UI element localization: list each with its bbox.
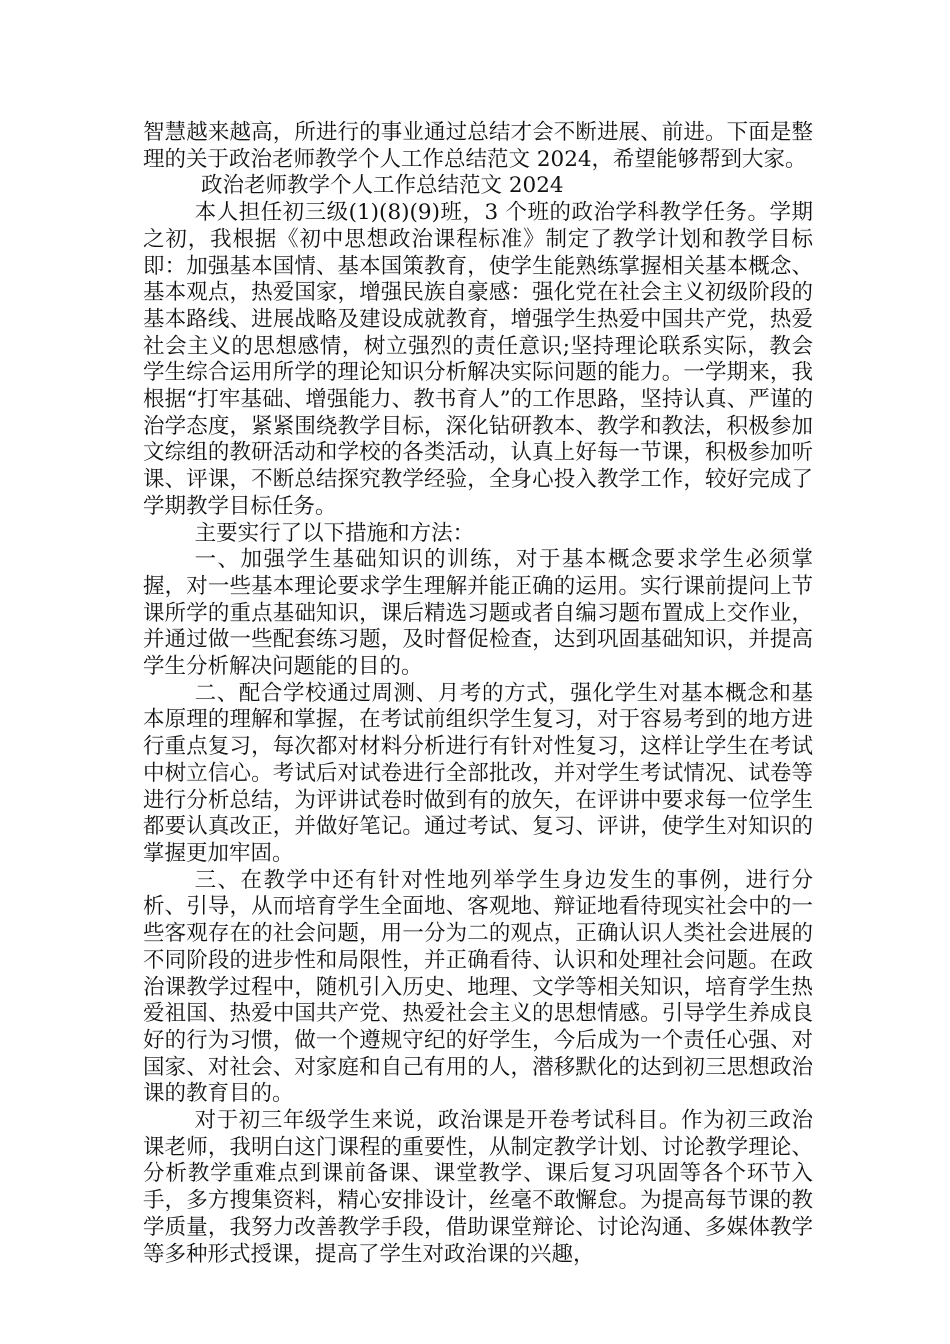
document-page — [143, 120, 813, 1268]
document-title: 政治老师教学个人工作总结范文 2024 — [201, 173, 564, 199]
body-paragraph: 对于初三年级学生来说，政治课是开卷考试科目。作为初三政治课老师，我明白这门课程的重要性，从制定教学计划、讨论教学理论、分析教学重难点到课前备课、课堂教学、课后复习巩固等各个环节入手，多方搜集资料，精心安排设计，丝毫不敢懈怠。为提高每节课的教学质量，我努力改善教学手段，借助课堂辩论、讨论沟通、多媒体教学等多种形式授课，提高了学生对政治课的兴趣， — [143, 1108, 813, 1267]
body-paragraph: 本人担任初三级(1)(8)(9)班，3 个班的政治学科教学任务。学期之初，我根据《初中思想政治课程标准》制定了教学计划和教学目标即：加强基本国情、基本国策教育，使学生能熟练掌握相关基本概念、基本观点，热爱国家，增强民族自豪感：强化党在社会主义初级阶段的基本路线、进展战略及建设成就教育，增强学生热爱中国共产党，热爱社会主义的思想感情，树立强烈的责任意识;坚持理论联系实际，教会学生综合运用所学的理论知识分析解决实际问题的能力。一学期来，我根据“打牢基础、增强能力、教书育人”的工作思路，坚持认真、严谨的治学态度，紧紧围绕教学目标，深化钻研教本、教学和教法，积极参加文综组的教研活动和学校的各类活动，认真上好每一节课，积极参加听课、评课，不断总结探究教学经验，全身心投入教学工作，较好完成了学期教学目标任务。 — [143, 200, 813, 519]
body-paragraph: 一、加强学生基础知识的训练，对于基本概念要求学生必须掌握，对一些基本理论要求学生理解并能正确的运用。实行课前提问上节课所学的重点基础知识，课后精选习题或者自编习题布置成上交作业，并通过做一些配套练习题，及时督促检查，达到巩固基础知识，并提高学生分析解决问题能的目的。 — [143, 547, 813, 680]
body-paragraph: 三、在教学中还有针对性地列举学生身边发生的事例，进行分析、引导，从而培育学生全面地、客观地、辩证地看待现实社会中的一些客观存在的社会问题，用一分为二的观点，正确认识人类社会进展的不同阶段的进步性和局限性，并正确看待、认识和处理社会问题。在政治课教学过程中，随机引入历史、地理、文学等相关知识，培育学生热爱祖国、热爱中国共产党、热爱社会主义的思想情感。引导学生养成良好的行为习惯，做一个遵规守纪的好学生，今后成为一个责任心强、对国家、对社会、对家庭和自己有用的人，潜移默化的达到初三思想政治课的教育目的。 — [143, 867, 813, 1107]
intro-paragraph: 智慧越来越高，所进行的事业通过总结才会不断进展、前进。下面是整理的关于政治老师教学个人工作总结范文 2024，希望能够帮到大家。 — [143, 120, 813, 172]
body-paragraph: 二、配合学校通过周测、月考的方式，强化学生对基本概念和基本原理的理解和掌握，在考试前组织学生复习，对于容易考到的地方进行重点复习，每次都对材料分析进行有针对性复习，这样让学生在考试中树立信心。考试后对试卷进行全部批改，并对学生考试情况、试卷等进行分析总结，为评讲试卷时做到有的放矢，在评讲中要求每一位学生都要认真改正，并做好笔记。通过考试、复习、评讲，使学生对知识的掌握更加牢固。 — [143, 680, 813, 866]
body-paragraph: 主要实行了以下措施和方法： — [194, 520, 475, 546]
